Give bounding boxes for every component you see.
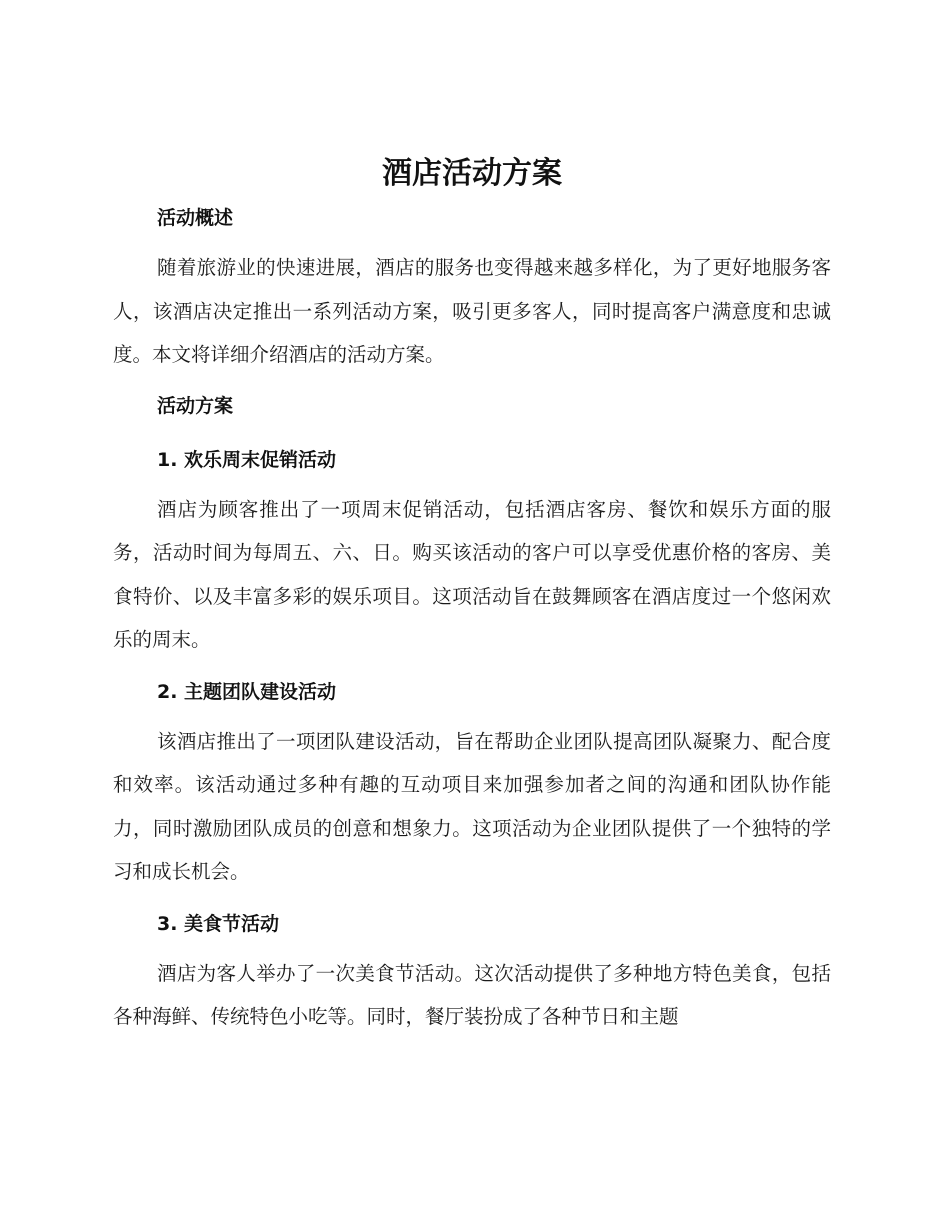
paragraph-overview: 随着旅游业的快速进展，酒店的服务也变得越来越多样化，为了更好地服务客人，该酒店决定推出一系列活动方案，吸引更多客人，同时提高客户满意度和忠诚度。本文将详细介绍酒店的活动方案。 (113, 256, 831, 366)
document-page (113, 148, 831, 1039)
paragraph-food-festival: 酒店为客人举办了一次美食节活动。这次活动提供了多种地方特色美食，包括各种海鲜、传统特色小吃等。同时，餐厅装扮成了各种节日和主题 (113, 961, 831, 1028)
subsection-heading-team-building: 2. 主题团队建设活动 (157, 680, 337, 703)
section-heading-plan: 活动方案 (157, 394, 234, 417)
subsection-heading-food-festival: 3. 美食节活动 (157, 912, 280, 935)
subsection-heading-weekend-promotion: 1. 欢乐周末促销活动 (157, 448, 337, 471)
document-title: 酒店活动方案 (382, 156, 562, 191)
paragraph-weekend-promotion: 酒店为顾客推出了一项周末促销活动，包括酒店客房、餐饮和娱乐方面的服务，活动时间为每周五、六、日。购买该活动的客户可以享受优惠价格的客房、美食特价、以及丰富多彩的娱乐项目。这项活动旨在鼓舞顾客在酒店度过一个悠闲欢乐的周末。 (113, 497, 831, 651)
paragraph-team-building: 该酒店推出了一项团队建设活动，旨在帮助企业团队提高团队凝聚力、配合度和效率。该活动通过多种有趣的互动项目来加强参加者之间的沟通和团队协作能力，同时激励团队成员的创意和想象力。这项活动为企业团队提供了一个独特的学习和成长机会。 (113, 729, 831, 883)
section-heading-overview: 活动概述 (157, 207, 234, 229)
